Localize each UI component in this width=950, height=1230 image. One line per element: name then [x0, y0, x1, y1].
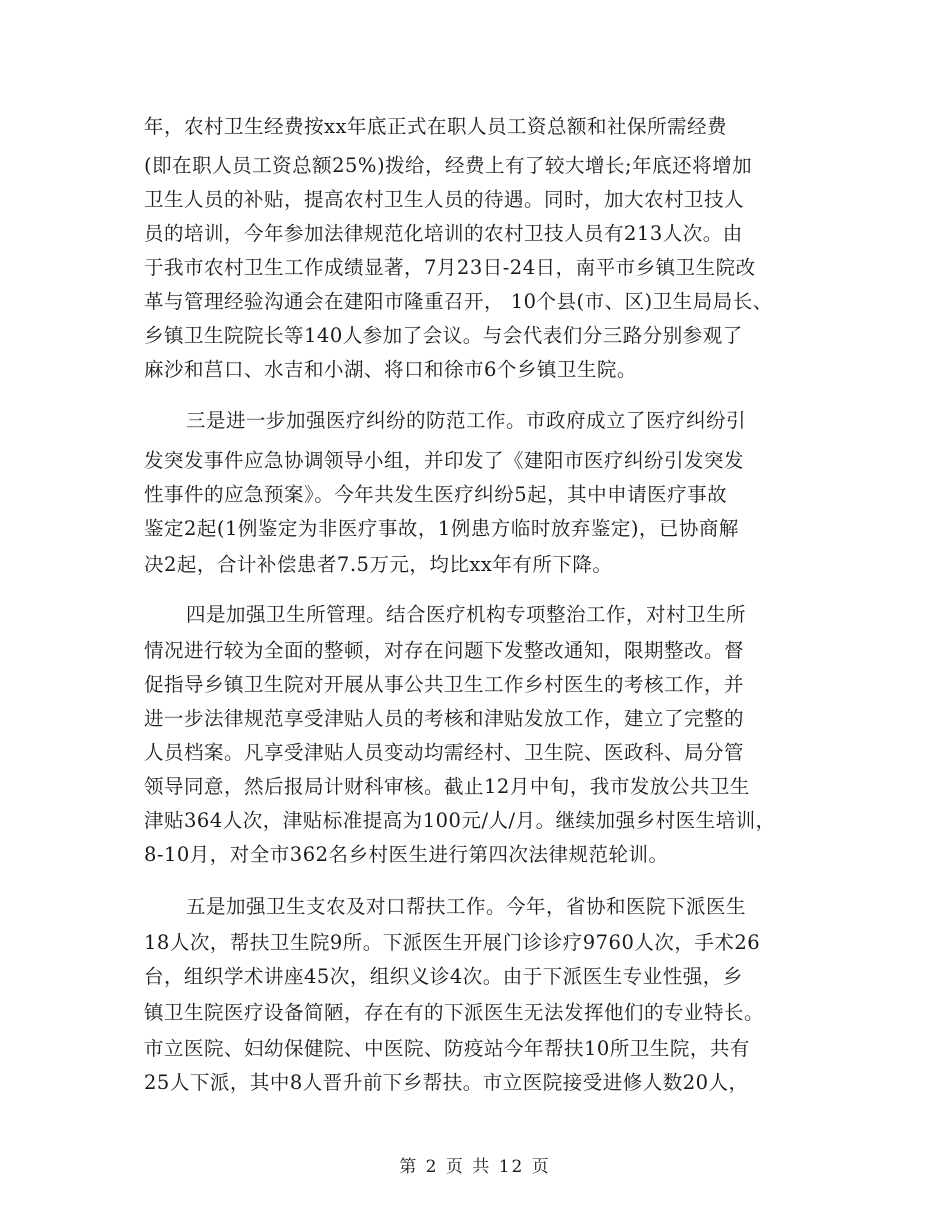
text-line: 革与管理经验沟通会在建阳市隆重召开， 10个县(市、区)卫生局局长、 — [144, 290, 773, 313]
paragraph-start-line: 三是进一步加强医疗纠纷的防范工作。市政府成立了医疗纠纷引 — [186, 409, 747, 432]
text-line: 18人次，帮扶卫生院9所。下派医生开展门诊诊疗9760人次，手术26 — [144, 931, 761, 954]
text-line: 情况进行较为全面的整顿，对存在问题下发整改通知，限期整改。督 — [144, 639, 745, 662]
text-line: 员的培训，今年参加法律规范化培训的农村卫技人员有213人次。由 — [144, 222, 743, 245]
page-number-footer: 第 2 页 共 12 页 — [399, 1157, 551, 1177]
text-line: 麻沙和莒口、水吉和小湖、将口和徐市6个乡镇卫生院。 — [144, 358, 637, 381]
text-line: 市立医院、妇幼保健院、中医院、防疫站今年帮扶10所卫生院，共有 — [144, 1037, 750, 1060]
text-line: 决2起，合计补偿患者7.5万元，均比xx年有所下降。 — [144, 553, 613, 576]
text-line: 卫生人员的补贴，提高农村卫生人员的待遇。同时，加大农村卫技人 — [144, 188, 745, 211]
text-line: 镇卫生院医疗设备简陋，存在有的下派医生无法发挥他们的专业特长。 — [144, 1001, 765, 1024]
paragraph-start-line: 五是加强卫生支农及对口帮扶工作。今年，省协和医院下派医生 — [186, 895, 747, 918]
text-line: 进一步法律规范享受津贴人员的考核和津贴发放工作，建立了完整的 — [144, 707, 745, 730]
text-line: 8-10月，对全市362名乡村医生进行第四次法律规范轮训。 — [144, 843, 669, 866]
text-line: 台，组织学术讲座45次，组织义诊4次。由于下派医生专业性强，乡 — [144, 965, 743, 988]
text-line: (即在职人员工资总额25%)拨给，经费上有了较大增长;年底还将增加 — [144, 154, 753, 177]
text-line: 年，农村卫生经费按xx年底正式在职人员工资总额和社保所需经费 — [144, 115, 727, 138]
text-line: 津贴364人次，津贴标准提高为100元/人/月。继续加强乡村医生培训， — [144, 809, 776, 832]
text-line: 鉴定2起(1例鉴定为非医疗事故，1例患方临时放弃鉴定)，已协商解 — [144, 517, 739, 540]
text-line: 25人下派，其中8人晋升前下乡帮扶。市立医院接受进修人数20人， — [144, 1071, 749, 1094]
paragraph-start-line: 四是加强卫生所管理。结合医疗机构专项整治工作，对村卫生所 — [186, 603, 747, 626]
text-line: 促指导乡镇卫生院对开展从事公共卫生工作乡村医生的考核工作，并 — [144, 673, 745, 696]
text-line: 领导同意，然后报局计财科审核。截止12月中旬，我市发放公共卫生 — [144, 775, 750, 798]
text-line: 于我市农村卫生工作成绩显著，7月23日-24日，南平市乡镇卫生院改 — [144, 256, 756, 279]
text-line: 发突发事件应急协调领导小组，并印发了《建阳市医疗纠纷引发突发 — [144, 449, 745, 472]
text-line: 乡镇卫生院院长等140人参加了会议。与会代表们分三路分别参观了 — [144, 324, 743, 347]
text-line: 性事件的应急预案》。今年共发生医疗纠纷5起，其中申请医疗事故 — [144, 483, 728, 506]
text-line: 人员档案。凡享受津贴人员变动均需经村、卫生院、医政科、局分管 — [144, 741, 745, 764]
